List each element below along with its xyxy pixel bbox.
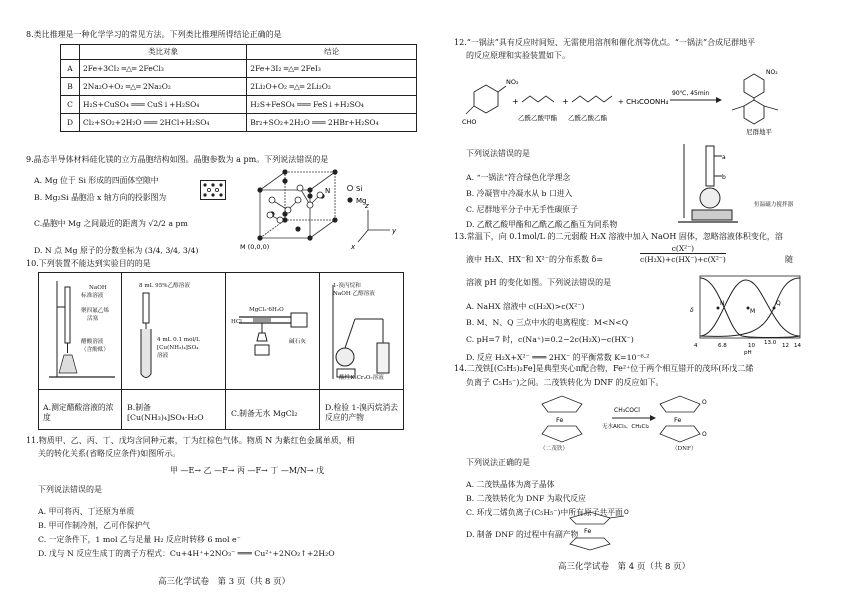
- axis-y: y: [392, 227, 397, 235]
- q11-stem-1: 11.物质甲、乙、丙、丁、戊均含同种元素，丁为红棕色气体。物质 N 为紫红色金属单质，相: [26, 436, 355, 445]
- svg-text:Fe: Fe: [556, 416, 564, 424]
- q8-table: [60, 44, 417, 132]
- crystal-cell-diagram: [240, 160, 400, 255]
- q13-stem-2: 液中 H₂X、HX⁻和 X²⁻的分布系数 δ=: [466, 255, 604, 264]
- product-label: 尼群地平: [746, 128, 772, 136]
- row-label: A: [61, 60, 80, 78]
- svg-text:14: 14: [794, 343, 801, 349]
- reagent-label: + CH₃COONH₄: [618, 98, 669, 106]
- svg-text:Fe: Fe: [584, 527, 592, 535]
- svg-text:4: 4: [694, 343, 698, 349]
- frac-numerator: c(X²⁻): [671, 244, 695, 253]
- svg-text:O: O: [702, 431, 707, 438]
- tag-dichromate: 酸性K₂Cr₂O₇溶液: [339, 374, 384, 381]
- svg-text:13.0: 13.0: [764, 340, 777, 346]
- tag-hcl: HCl: [231, 318, 242, 325]
- q14-option-d: D. 制备 DNF 的过程中有副产物: [466, 529, 579, 539]
- distribution-curve-plot: [690, 272, 810, 356]
- svg-text:12: 12: [782, 343, 789, 349]
- q13-option-c: C. pH=7 时，c(Na⁺)=0.2−2c(H₂X)−c(HX⁻): [466, 334, 634, 344]
- row-conclusion: Br₂+SO₂+2H₂O ═══ 2HBr+H₂SO₄: [247, 114, 417, 132]
- legend-si: Si: [356, 185, 363, 193]
- reactant-2-label: 乙酰乙酸甲酯: [518, 114, 557, 122]
- tag-solution: 溶液: [157, 352, 169, 359]
- q8-stem: 8.类比推理是一种化学学习的常见方法。下列类比推理所得结论正确的是: [26, 30, 282, 39]
- q14-option-b: B. 二茂铁转化为 DNF 为取代反应: [466, 493, 586, 503]
- conditions-label: 90℃, 45min: [672, 90, 710, 97]
- svg-text:NO₂: NO₂: [506, 78, 519, 86]
- q11-option-a: A. 甲可将丙、丁还原为单质: [38, 506, 135, 516]
- tag-conc: 4 mL 0.1 mol/L: [157, 336, 200, 343]
- tag-naoh: NaOH: [89, 284, 107, 291]
- q13-fraction: [640, 244, 726, 265]
- tag-stopcock: 活塞: [87, 315, 99, 322]
- q13-option-a: A. NaHX 溶液中 c(H₂X)>c(X²⁻): [466, 301, 585, 311]
- tag-ptfe: 聚四氟乙烯: [81, 307, 109, 314]
- q10-option-b: B.制备 [Cu(NH₃)₄]SO₄·H₂O: [127, 402, 204, 422]
- reagent-2: 无水AlCl₃、CH₂Cl₂: [602, 424, 650, 430]
- table-row: [61, 96, 417, 114]
- svg-text:+: +: [562, 97, 569, 106]
- row-object: Cl₂+SO₂+2H₂O ═══ 2HCl+H₂SO₄: [80, 114, 247, 132]
- q14-option-c: C. 环戊二烯负离子(C₅H₅⁻)中所有原子共平面: [466, 507, 623, 517]
- svg-text:+: +: [512, 97, 519, 106]
- svg-text:a: a: [722, 154, 726, 161]
- q12-prompt: 下列说法错误的是: [466, 149, 530, 158]
- q12-option-a: A. “一锅法”符合绿色化学理念: [466, 172, 571, 182]
- tag-bromopropane: 1-溴丙烷和: [333, 282, 361, 289]
- q13-stem-2b: 随: [785, 255, 793, 264]
- row-label: D: [61, 114, 80, 132]
- footer-left: 高三化学试卷 第 3 页（共 8 页）: [158, 576, 291, 587]
- tag-standard: 标准溶液: [81, 292, 104, 299]
- dnf-name: （DNF）: [672, 445, 697, 452]
- table-row: [61, 114, 417, 132]
- q14-stem-1: 14.二茂铁[(C₅H₅)₂Fe]是典型夹心π配合物，Fe²⁺位于两个相互错开的茂环(环戊二烯: [454, 364, 754, 373]
- row-label: C: [61, 96, 80, 114]
- legend-mg: Mg: [356, 197, 367, 205]
- row-label: B: [61, 78, 80, 96]
- q8-header-row: [61, 45, 417, 60]
- tag-naoh-ethanol: NaOH 乙醇溶液: [333, 290, 375, 297]
- q12-reaction-scheme: [462, 62, 812, 142]
- svg-text:b: b: [722, 174, 726, 181]
- q13-stem-1: 13.常温下，向 0.1mol/L 的二元弱酸 H₂X 溶液中加入 NaOH 固体，忽略溶液体积变化，溶: [454, 232, 783, 241]
- stir-label: 恒温磁力搅拌器: [754, 201, 794, 208]
- q12-stem-2: 的反应原理和实验装置如下。: [466, 51, 570, 60]
- row-conclusion: H₂S+FeSO₄ ═══ FeS↓+H₂SO₄: [247, 96, 417, 114]
- reflux-apparatus: [676, 140, 756, 226]
- svg-text:Fe: Fe: [674, 416, 682, 424]
- q14-option-a: A. 二茂铁晶体为离子晶体: [466, 479, 555, 489]
- svg-text:δ: δ: [690, 307, 694, 314]
- tag-acid: 醋酸溶液: [81, 338, 104, 345]
- tag-soda-lime: 碱石灰: [289, 338, 306, 345]
- ferrocene-reaction: [532, 390, 712, 446]
- q12-option-c: C. 尼群地平分子中无手性碳原子: [466, 204, 579, 214]
- row-conclusion: 2Li₂O+O₂ ═△═ 2Li₂O₂: [247, 78, 417, 96]
- q10-option-a: A.测定醋酸溶液的浓度: [43, 402, 114, 422]
- q14-stem-2: 负离子 C₅H₅⁻)之间。二茂铁转化为 DNF 的反应如下。: [466, 378, 664, 387]
- q11-option-d: D. 戊与 N 反应生成丁的离子方程式：Cu+4H⁺+2NO₃⁻ ═══ Cu²⁺+2NO₂↑+2H₂O: [38, 548, 335, 558]
- q10-apparatus-table: [38, 272, 404, 430]
- row-object: 2Na₂O+O₂ ═△═ 2Na₂O₂: [80, 78, 247, 96]
- q9-option-a: A. Mg 位于 Si 形成的四面体空隙中: [34, 175, 159, 185]
- q11-option-c: C. 一定条件下，1 mol 乙与足量 H₂ 反应时转移 6 mol e⁻: [38, 534, 241, 544]
- label-m: M (0,0,0): [240, 243, 270, 251]
- q12-option-b: B. 冷凝管中冷凝水从 b 口进入: [466, 188, 573, 198]
- svg-text:O: O: [702, 399, 707, 406]
- q8-col-object: 类比对象: [80, 45, 247, 60]
- q8-col-conclusion: 结论: [247, 45, 417, 60]
- tag-phenolph: （含酚酞）: [81, 346, 109, 353]
- q12-option-d: D. 乙酰乙酸甲酯和乙酰乙酸乙酯互为同系物: [466, 219, 618, 229]
- projection-box: [200, 180, 226, 200]
- q14-prompt: 下列说法正确的是: [466, 458, 530, 467]
- q13-stem-3: 溶液 pH 的变化如图。下列说法错误的是: [466, 278, 612, 287]
- axis-x: x: [351, 243, 356, 251]
- q9-option-b: B. Mg₂Si 晶胞沿 x 轴方向的投影图为: [34, 192, 167, 202]
- svg-text:NO₂: NO₂: [766, 69, 778, 76]
- q10-stem: 10.下列装置不能达到实验目的的是: [26, 259, 151, 268]
- q11-stem-2: 关的转化关系(省略反应条件)如图所示。: [38, 449, 181, 458]
- tag-complex: [Cu(NH₃)₄]SO₄: [157, 344, 199, 351]
- svg-text:6.8: 6.8: [718, 343, 727, 349]
- row-conclusion: 2Fe+3I₂ ═△═ 2FeI₃: [247, 60, 417, 78]
- q9-option-c: C.晶胞中 Mg 之间最近的距离为 √2/2 a pm: [34, 218, 188, 228]
- svg-text:O: O: [624, 509, 629, 516]
- reactant-3-label: 乙酰乙酸乙酯: [568, 114, 607, 122]
- svg-text:CHO: CHO: [462, 118, 477, 126]
- q10-option-d: D.检验 1-溴丙烷消去反应的产物: [325, 402, 399, 422]
- q11-option-b: B. 甲可作制冷剂，乙可作保护气: [38, 520, 151, 530]
- q10-option-c: C.制备无水 MgCl₂: [231, 408, 298, 418]
- projection-icon: [201, 181, 225, 199]
- q11-prompt: 下列说法错误的是: [38, 485, 102, 494]
- svg-text:M: M: [750, 308, 756, 315]
- label-n: N: [325, 187, 331, 195]
- tag-ethanol: 8 mL 95%乙醇溶液: [139, 282, 190, 289]
- q9-option-d: D. N 点 Mg 原子的分数坐标为 (3/4, 3/4, 3/4): [34, 245, 199, 255]
- svg-text:Q: Q: [776, 300, 781, 307]
- q9-stem: 9.晶态半导体材料硅化镁的立方晶胞结构如图。晶胞参数为 a pm。下列说法错误的是: [26, 155, 329, 164]
- q12-stem-1: 12.“一锅法”具有反应时间短、无需使用溶剂和催化剂等优点。“一锅法”合成尼群地平: [454, 38, 756, 47]
- q13-option-b: B. M、N、Q 三点中水的电离程度：M<N<Q: [466, 317, 629, 327]
- svg-text:10: 10: [748, 343, 755, 349]
- row-object: 2Fe+3Cl₂ ═△═ 2FeCl₃: [80, 60, 247, 78]
- tag-mgcl2: MgCl₂·6H₂O: [249, 306, 284, 313]
- ferrocene-name: （二茂铁）: [540, 445, 568, 452]
- svg-text:pH: pH: [744, 350, 752, 356]
- reagent-1: CH₃COCl: [614, 407, 640, 414]
- q13-option-d: D. 反应 H₂X+X²⁻ ═══ 2HX⁻ 的平衡常数 K=10⁻⁶·²: [466, 352, 650, 362]
- table-row: [61, 78, 417, 96]
- frac-denominator: c(H₂X)+c(HX⁻)+c(X²⁻): [640, 255, 726, 265]
- q11-chain: 甲 —E→ 乙 —F→ 丙 —F→ 丁 —M/N→ 戊: [170, 466, 324, 475]
- axis-z: z: [365, 202, 369, 210]
- byproduct-structure: [560, 508, 670, 552]
- footer-right: 高三化学试卷 第 4 页（共 8 页）: [558, 561, 691, 572]
- svg-text:N: N: [720, 300, 725, 307]
- row-object: H₂S+CuSO₄ ═══ CuS↓+H₂SO₄: [80, 96, 247, 114]
- table-row: [61, 60, 417, 78]
- test-tube-apparatus: [129, 279, 221, 385]
